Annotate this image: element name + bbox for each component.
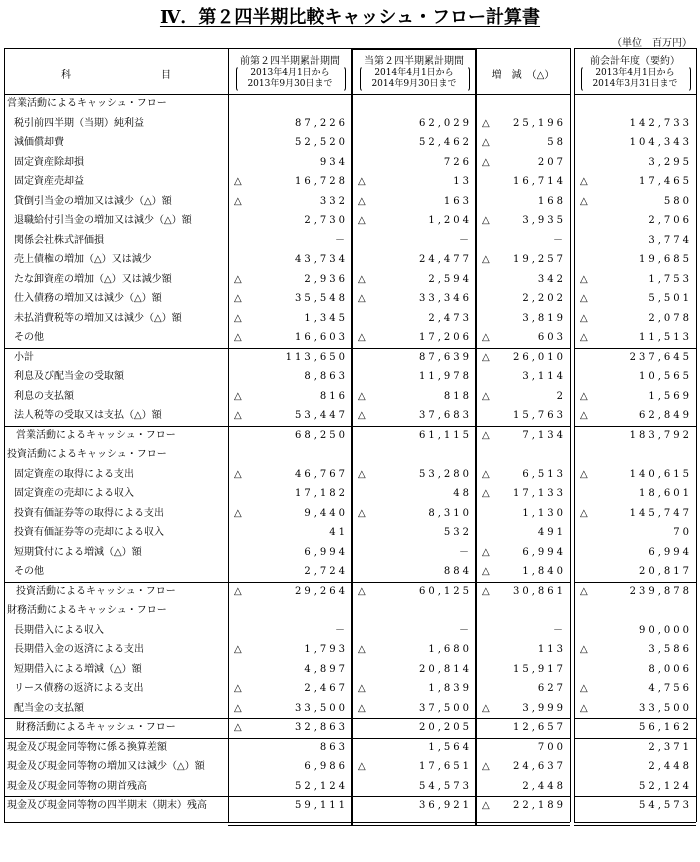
- rule-line: [4, 822, 570, 823]
- negative-triangle-icon: △: [580, 585, 588, 597]
- negative-triangle-icon: △: [482, 156, 490, 168]
- value-cell: 33,500: [295, 702, 348, 714]
- value-cell: 145,747: [629, 507, 692, 519]
- value-cell: 53,280: [419, 468, 472, 480]
- row-label: 貸倒引当金の増加又は減少（△）額: [14, 195, 172, 207]
- row-label: 固定資産の取得による支出: [14, 468, 134, 480]
- value-cell: 237,645: [629, 351, 692, 363]
- negative-triangle-icon: △: [580, 390, 588, 402]
- value-cell: 2,078: [648, 312, 692, 324]
- rule-line: [4, 796, 570, 797]
- value-cell: 87,226: [295, 117, 348, 129]
- value-cell: 43,734: [295, 254, 348, 265]
- value-cell: 2,448: [648, 761, 692, 772]
- value-cell: 10,565: [639, 371, 692, 382]
- value-cell: 56,162: [639, 722, 692, 733]
- rule-line: [574, 426, 696, 427]
- negative-triangle-icon: △: [358, 176, 366, 187]
- value-cell: 6,994: [522, 546, 566, 558]
- value-cell: 59,111: [295, 800, 348, 811]
- negative-triangle-icon: △: [358, 332, 366, 343]
- rule-line: [4, 348, 570, 349]
- row-label: 配当金の支払額: [14, 702, 84, 714]
- row-label: 営業活動によるキャッシュ・フロー: [16, 429, 176, 441]
- negative-triangle-icon: △: [358, 410, 366, 421]
- rule-line: [351, 48, 477, 50]
- value-cell: 9,440: [304, 507, 348, 519]
- value-cell: 5,501: [648, 293, 692, 304]
- negative-triangle-icon: △: [482, 761, 490, 772]
- value-cell: 16,728: [295, 176, 348, 187]
- section-heading: 投資活動によるキャッシュ・フロー: [7, 449, 167, 460]
- row-label: たな卸資産の増加（△）又は減少額: [14, 273, 172, 285]
- rule-line: [228, 825, 570, 826]
- row-label: 利息の支払額: [14, 390, 74, 402]
- value-cell: 6,994: [304, 546, 348, 558]
- negative-triangle-icon: △: [234, 683, 242, 694]
- row-label: 現金及び現金同等物の増加又は減少（△）額: [7, 761, 205, 772]
- section-heading: 営業活動によるキャッシュ・フロー: [7, 98, 167, 109]
- value-cell: 332: [319, 195, 348, 207]
- negative-triangle-icon: △: [358, 644, 366, 655]
- value-cell: 18,601: [639, 488, 692, 499]
- value-cell: 90,000: [639, 624, 692, 636]
- value-cell: 2,730: [304, 215, 348, 226]
- header-diff: 増 減 （△）: [491, 70, 555, 81]
- negative-triangle-icon: △: [358, 761, 366, 772]
- negative-triangle-icon: △: [234, 702, 242, 714]
- value-cell: 22,189: [513, 800, 566, 811]
- negative-triangle-icon: △: [234, 468, 242, 480]
- value-cell: 19,685: [639, 254, 692, 265]
- negative-triangle-icon: △: [358, 195, 366, 207]
- column-line: [4, 48, 5, 822]
- row-label: その他: [14, 332, 44, 343]
- value-cell: 15,763: [513, 410, 566, 421]
- row-label: 現金及び現金同等物の四半期末（期末）残高: [7, 800, 207, 811]
- row-label: 現金及び現金同等物の期首残高: [7, 780, 147, 792]
- value-cell: 17,133: [513, 488, 566, 499]
- value-cell: 2,371: [648, 741, 692, 753]
- rule-line: [574, 348, 696, 349]
- negative-triangle-icon: △: [482, 702, 490, 714]
- value-cell: 36,921: [419, 800, 472, 811]
- rule-line: [4, 738, 570, 739]
- cash-flow-table: [4, 48, 696, 858]
- row-label: 売上債権の増加（△）又は減少: [14, 254, 152, 265]
- value-cell: 603: [537, 332, 566, 343]
- value-cell: 62,029: [419, 117, 472, 129]
- value-cell: 2,724: [304, 566, 348, 577]
- header-curr: 当第２四半期累計期間: [364, 56, 464, 67]
- rule-line: [574, 796, 696, 797]
- negative-triangle-icon: △: [482, 117, 490, 129]
- value-cell: 113: [537, 644, 566, 655]
- negative-triangle-icon: △: [358, 390, 366, 402]
- value-cell: 54,573: [419, 780, 472, 792]
- row-label: 法人税等の受取又は支払（△）額: [14, 410, 162, 421]
- unit-label: （単位 百万円）: [612, 38, 692, 49]
- value-cell: 12,657: [513, 722, 566, 733]
- row-label: 財務活動によるキャッシュ・フロー: [16, 722, 176, 733]
- value-cell: 627: [537, 683, 566, 694]
- value-cell: 113,650: [285, 351, 348, 363]
- rule-line: [4, 48, 570, 49]
- value-cell: 239,878: [629, 585, 692, 597]
- row-label: 退職給付引当金の増加又は減少（△）額: [14, 215, 192, 226]
- negative-triangle-icon: △: [580, 468, 588, 480]
- negative-triangle-icon: △: [358, 683, 366, 694]
- value-cell: 700: [537, 741, 566, 753]
- rule-line: [574, 718, 696, 719]
- value-cell: 11,513: [639, 332, 692, 343]
- value-cell: 24,477: [419, 254, 472, 265]
- column-line: [570, 48, 571, 822]
- header-curr-from: 2014年4月1日から: [374, 68, 454, 78]
- value-cell: 32,863: [295, 722, 348, 733]
- value-cell: －: [459, 234, 472, 246]
- value-cell: 6,994: [648, 546, 692, 558]
- negative-triangle-icon: △: [580, 176, 588, 187]
- rule-line: [574, 822, 696, 823]
- value-cell: 16,714: [513, 176, 566, 187]
- negative-triangle-icon: △: [358, 507, 366, 519]
- value-cell: 17,651: [419, 761, 472, 772]
- row-label: その他: [14, 566, 44, 577]
- value-cell: 52,124: [639, 780, 692, 792]
- column-line: [696, 48, 697, 822]
- rule-line: [4, 582, 570, 583]
- negative-triangle-icon: △: [234, 390, 242, 402]
- value-cell: 30,861: [513, 585, 566, 597]
- negative-triangle-icon: △: [482, 390, 490, 402]
- value-cell: －: [335, 624, 348, 636]
- value-cell: 3,819: [522, 312, 566, 324]
- row-label: 利息及び配当金の受取額: [14, 371, 124, 382]
- row-label: 固定資産売却益: [14, 176, 84, 187]
- value-cell: 168: [537, 195, 566, 207]
- value-cell: 1,839: [428, 683, 472, 694]
- value-cell: 8,863: [304, 371, 348, 382]
- value-cell: －: [335, 234, 348, 246]
- value-cell: 33,500: [639, 702, 692, 714]
- negative-triangle-icon: △: [580, 195, 588, 207]
- value-cell: 54,573: [639, 800, 692, 811]
- row-label: 仕入債務の増加又は減少（△）額: [14, 293, 162, 304]
- value-cell: 20,814: [419, 663, 472, 675]
- value-cell: 6,513: [522, 468, 566, 480]
- value-cell: －: [459, 624, 472, 636]
- value-cell: 17,206: [419, 332, 472, 343]
- row-label: 長期借入による収入: [14, 624, 104, 636]
- value-cell: 53,447: [295, 410, 348, 421]
- value-cell: 33,346: [419, 293, 472, 304]
- value-cell: 2: [556, 390, 566, 402]
- negative-triangle-icon: △: [358, 293, 366, 304]
- value-cell: 4,756: [648, 683, 692, 694]
- negative-triangle-icon: △: [234, 332, 242, 343]
- value-cell: 726: [443, 156, 472, 168]
- value-cell: 884: [443, 566, 472, 577]
- negative-triangle-icon: △: [358, 215, 366, 226]
- value-cell: 163: [443, 195, 472, 207]
- value-cell: 20,205: [419, 722, 472, 733]
- value-cell: 24,637: [513, 761, 566, 772]
- header-prev-to: 2013年9月30日まで: [247, 79, 333, 89]
- value-cell: 2,202: [522, 293, 566, 304]
- negative-triangle-icon: △: [482, 332, 490, 343]
- negative-triangle-icon: △: [580, 507, 588, 519]
- value-cell: 62,849: [639, 410, 692, 421]
- negative-triangle-icon: △: [482, 566, 490, 577]
- negative-triangle-icon: △: [234, 293, 242, 304]
- value-cell: 19,257: [513, 254, 566, 265]
- value-cell: 532: [443, 527, 472, 538]
- rule-line: [574, 738, 696, 739]
- row-label: 減価償却費: [14, 137, 64, 148]
- value-cell: 41: [329, 527, 348, 538]
- value-cell: －: [459, 546, 472, 558]
- value-cell: 25,196: [513, 117, 566, 129]
- negative-triangle-icon: △: [580, 702, 588, 714]
- value-cell: 87,639: [419, 351, 472, 363]
- value-cell: 491: [537, 527, 566, 538]
- negative-triangle-icon: △: [234, 312, 242, 324]
- row-label: 税引前四半期（当期）純利益: [14, 117, 144, 129]
- value-cell: 13: [453, 176, 472, 187]
- header-year-from: 2013年4月1日から: [595, 68, 675, 78]
- negative-triangle-icon: △: [482, 351, 490, 363]
- row-label: 現金及び現金同等物に係る換算差額: [7, 741, 167, 753]
- rule-line: [4, 426, 570, 427]
- rule-line: [574, 48, 696, 49]
- negative-triangle-icon: △: [482, 488, 490, 499]
- value-cell: 8,310: [428, 507, 472, 519]
- value-cell: 934: [319, 156, 348, 168]
- value-cell: 2,594: [428, 273, 472, 285]
- value-cell: 3,586: [648, 644, 692, 655]
- value-cell: 816: [319, 390, 348, 402]
- value-cell: 104,343: [629, 137, 692, 148]
- value-cell: 580: [663, 195, 692, 207]
- header-year: 前会計年度（要約）: [590, 56, 680, 67]
- value-cell: 17,465: [639, 176, 692, 187]
- value-cell: 29,264: [295, 585, 348, 597]
- column-line: [228, 48, 229, 822]
- negative-triangle-icon: △: [580, 332, 588, 343]
- negative-triangle-icon: △: [358, 468, 366, 480]
- value-cell: －: [553, 234, 566, 246]
- row-label: 投資有価証券等の売却による収入: [14, 527, 164, 538]
- negative-triangle-icon: △: [358, 585, 366, 597]
- header-item: 科 目: [61, 70, 171, 81]
- negative-triangle-icon: △: [580, 683, 588, 694]
- value-cell: 37,500: [419, 702, 472, 714]
- column-line: [351, 48, 353, 826]
- row-label: 長期借入金の返済による支出: [14, 644, 144, 655]
- row-label: 未払消費税等の増加又は減少（△）額: [14, 312, 182, 324]
- row-label: リース債務の返済による支出: [14, 683, 144, 694]
- value-cell: 52,462: [419, 137, 472, 148]
- negative-triangle-icon: △: [234, 176, 242, 187]
- value-cell: 818: [443, 390, 472, 402]
- value-cell: 342: [537, 273, 566, 285]
- value-cell: 6,986: [304, 761, 348, 772]
- value-cell: 70: [673, 527, 692, 538]
- value-cell: 60,125: [419, 585, 472, 597]
- value-cell: 1,569: [648, 390, 692, 402]
- value-cell: 183,792: [629, 429, 692, 441]
- row-label: 小計: [14, 351, 34, 363]
- value-cell: 1,680: [428, 644, 472, 655]
- value-cell: 3,999: [522, 702, 566, 714]
- negative-triangle-icon: △: [580, 273, 588, 285]
- value-cell: 1,753: [648, 273, 692, 285]
- negative-triangle-icon: △: [358, 702, 366, 714]
- header-curr-to: 2014年9月30日まで: [371, 79, 457, 89]
- page-title: Ⅳ．第２四半期比較キャッシュ・フロー計算書: [159, 7, 541, 28]
- rule-line: [4, 94, 570, 95]
- value-cell: 61,115: [419, 429, 472, 441]
- value-cell: 52,520: [295, 137, 348, 148]
- value-cell: 1,793: [304, 644, 348, 655]
- negative-triangle-icon: △: [482, 585, 490, 597]
- value-cell: 11,978: [419, 371, 472, 382]
- value-cell: 142,733: [629, 117, 692, 129]
- header-prev-from: 2013年4月1日から: [250, 68, 330, 78]
- value-cell: 2,448: [522, 780, 566, 792]
- row-label: 短期借入による増減（△）額: [14, 663, 142, 675]
- value-cell: 140,615: [629, 468, 692, 480]
- value-cell: 15,917: [513, 663, 566, 675]
- column-line: [574, 48, 575, 822]
- rule-line: [574, 94, 696, 95]
- value-cell: 52,124: [295, 780, 348, 792]
- value-cell: 7,134: [522, 429, 566, 441]
- negative-triangle-icon: △: [234, 410, 242, 421]
- value-cell: 16,603: [295, 332, 348, 343]
- negative-triangle-icon: △: [482, 215, 490, 226]
- value-cell: 207: [537, 156, 566, 168]
- header-prev: 前第２四半期累計期間: [240, 56, 340, 67]
- value-cell: 8,006: [648, 663, 692, 675]
- section-heading: 財務活動によるキャッシュ・フロー: [7, 605, 167, 616]
- negative-triangle-icon: △: [482, 254, 490, 265]
- negative-triangle-icon: △: [482, 800, 490, 811]
- value-cell: 1,840: [522, 566, 566, 577]
- value-cell: 2,706: [648, 215, 692, 226]
- value-cell: 1,345: [304, 312, 348, 324]
- negative-triangle-icon: △: [234, 507, 242, 519]
- column-line: [475, 48, 477, 826]
- negative-triangle-icon: △: [234, 722, 242, 733]
- negative-triangle-icon: △: [580, 410, 588, 421]
- value-cell: 3,935: [522, 215, 566, 226]
- rule-line: [574, 582, 696, 583]
- value-cell: 1,564: [428, 741, 472, 753]
- value-cell: 1,204: [428, 215, 472, 226]
- negative-triangle-icon: △: [580, 644, 588, 655]
- row-label: 投資有価証券等の取得による支出: [14, 507, 164, 519]
- value-cell: 863: [319, 741, 348, 753]
- negative-triangle-icon: △: [482, 137, 490, 148]
- value-cell: 2,936: [304, 273, 348, 285]
- value-cell: 35,548: [295, 293, 348, 304]
- header-year-to: 2014年3月31日まで: [592, 79, 678, 89]
- rule-line: [4, 718, 570, 719]
- value-cell: 46,767: [295, 468, 348, 480]
- value-cell: 20,817: [639, 566, 692, 577]
- value-cell: 58: [547, 137, 566, 148]
- rule-line: [574, 825, 696, 826]
- negative-triangle-icon: △: [482, 429, 490, 441]
- row-label: 関係会社株式評価損: [14, 234, 104, 246]
- negative-triangle-icon: △: [580, 293, 588, 304]
- negative-triangle-icon: △: [482, 468, 490, 480]
- value-cell: 3,295: [648, 156, 692, 168]
- negative-triangle-icon: △: [482, 546, 490, 558]
- row-label: 短期貸付による増減（△）額: [14, 546, 142, 558]
- value-cell: －: [553, 624, 566, 636]
- value-cell: 48: [453, 488, 472, 499]
- negative-triangle-icon: △: [234, 644, 242, 655]
- value-cell: 17,182: [295, 488, 348, 499]
- value-cell: 4,897: [304, 663, 348, 675]
- value-cell: 26,010: [513, 351, 566, 363]
- negative-triangle-icon: △: [234, 585, 242, 597]
- value-cell: 3,114: [522, 371, 566, 382]
- row-label: 固定資産の売却による収入: [14, 488, 134, 499]
- row-label: 投資活動によるキャッシュ・フロー: [16, 585, 176, 597]
- value-cell: 1,130: [522, 507, 566, 519]
- value-cell: 2,467: [304, 683, 348, 694]
- negative-triangle-icon: △: [580, 312, 588, 324]
- value-cell: 2,473: [428, 312, 472, 324]
- value-cell: 68,250: [295, 429, 348, 441]
- negative-triangle-icon: △: [358, 273, 366, 285]
- row-label: 固定資産除却損: [14, 156, 84, 168]
- negative-triangle-icon: △: [234, 195, 242, 207]
- negative-triangle-icon: △: [234, 273, 242, 285]
- value-cell: 37,683: [419, 410, 472, 421]
- value-cell: 3,774: [648, 234, 692, 246]
